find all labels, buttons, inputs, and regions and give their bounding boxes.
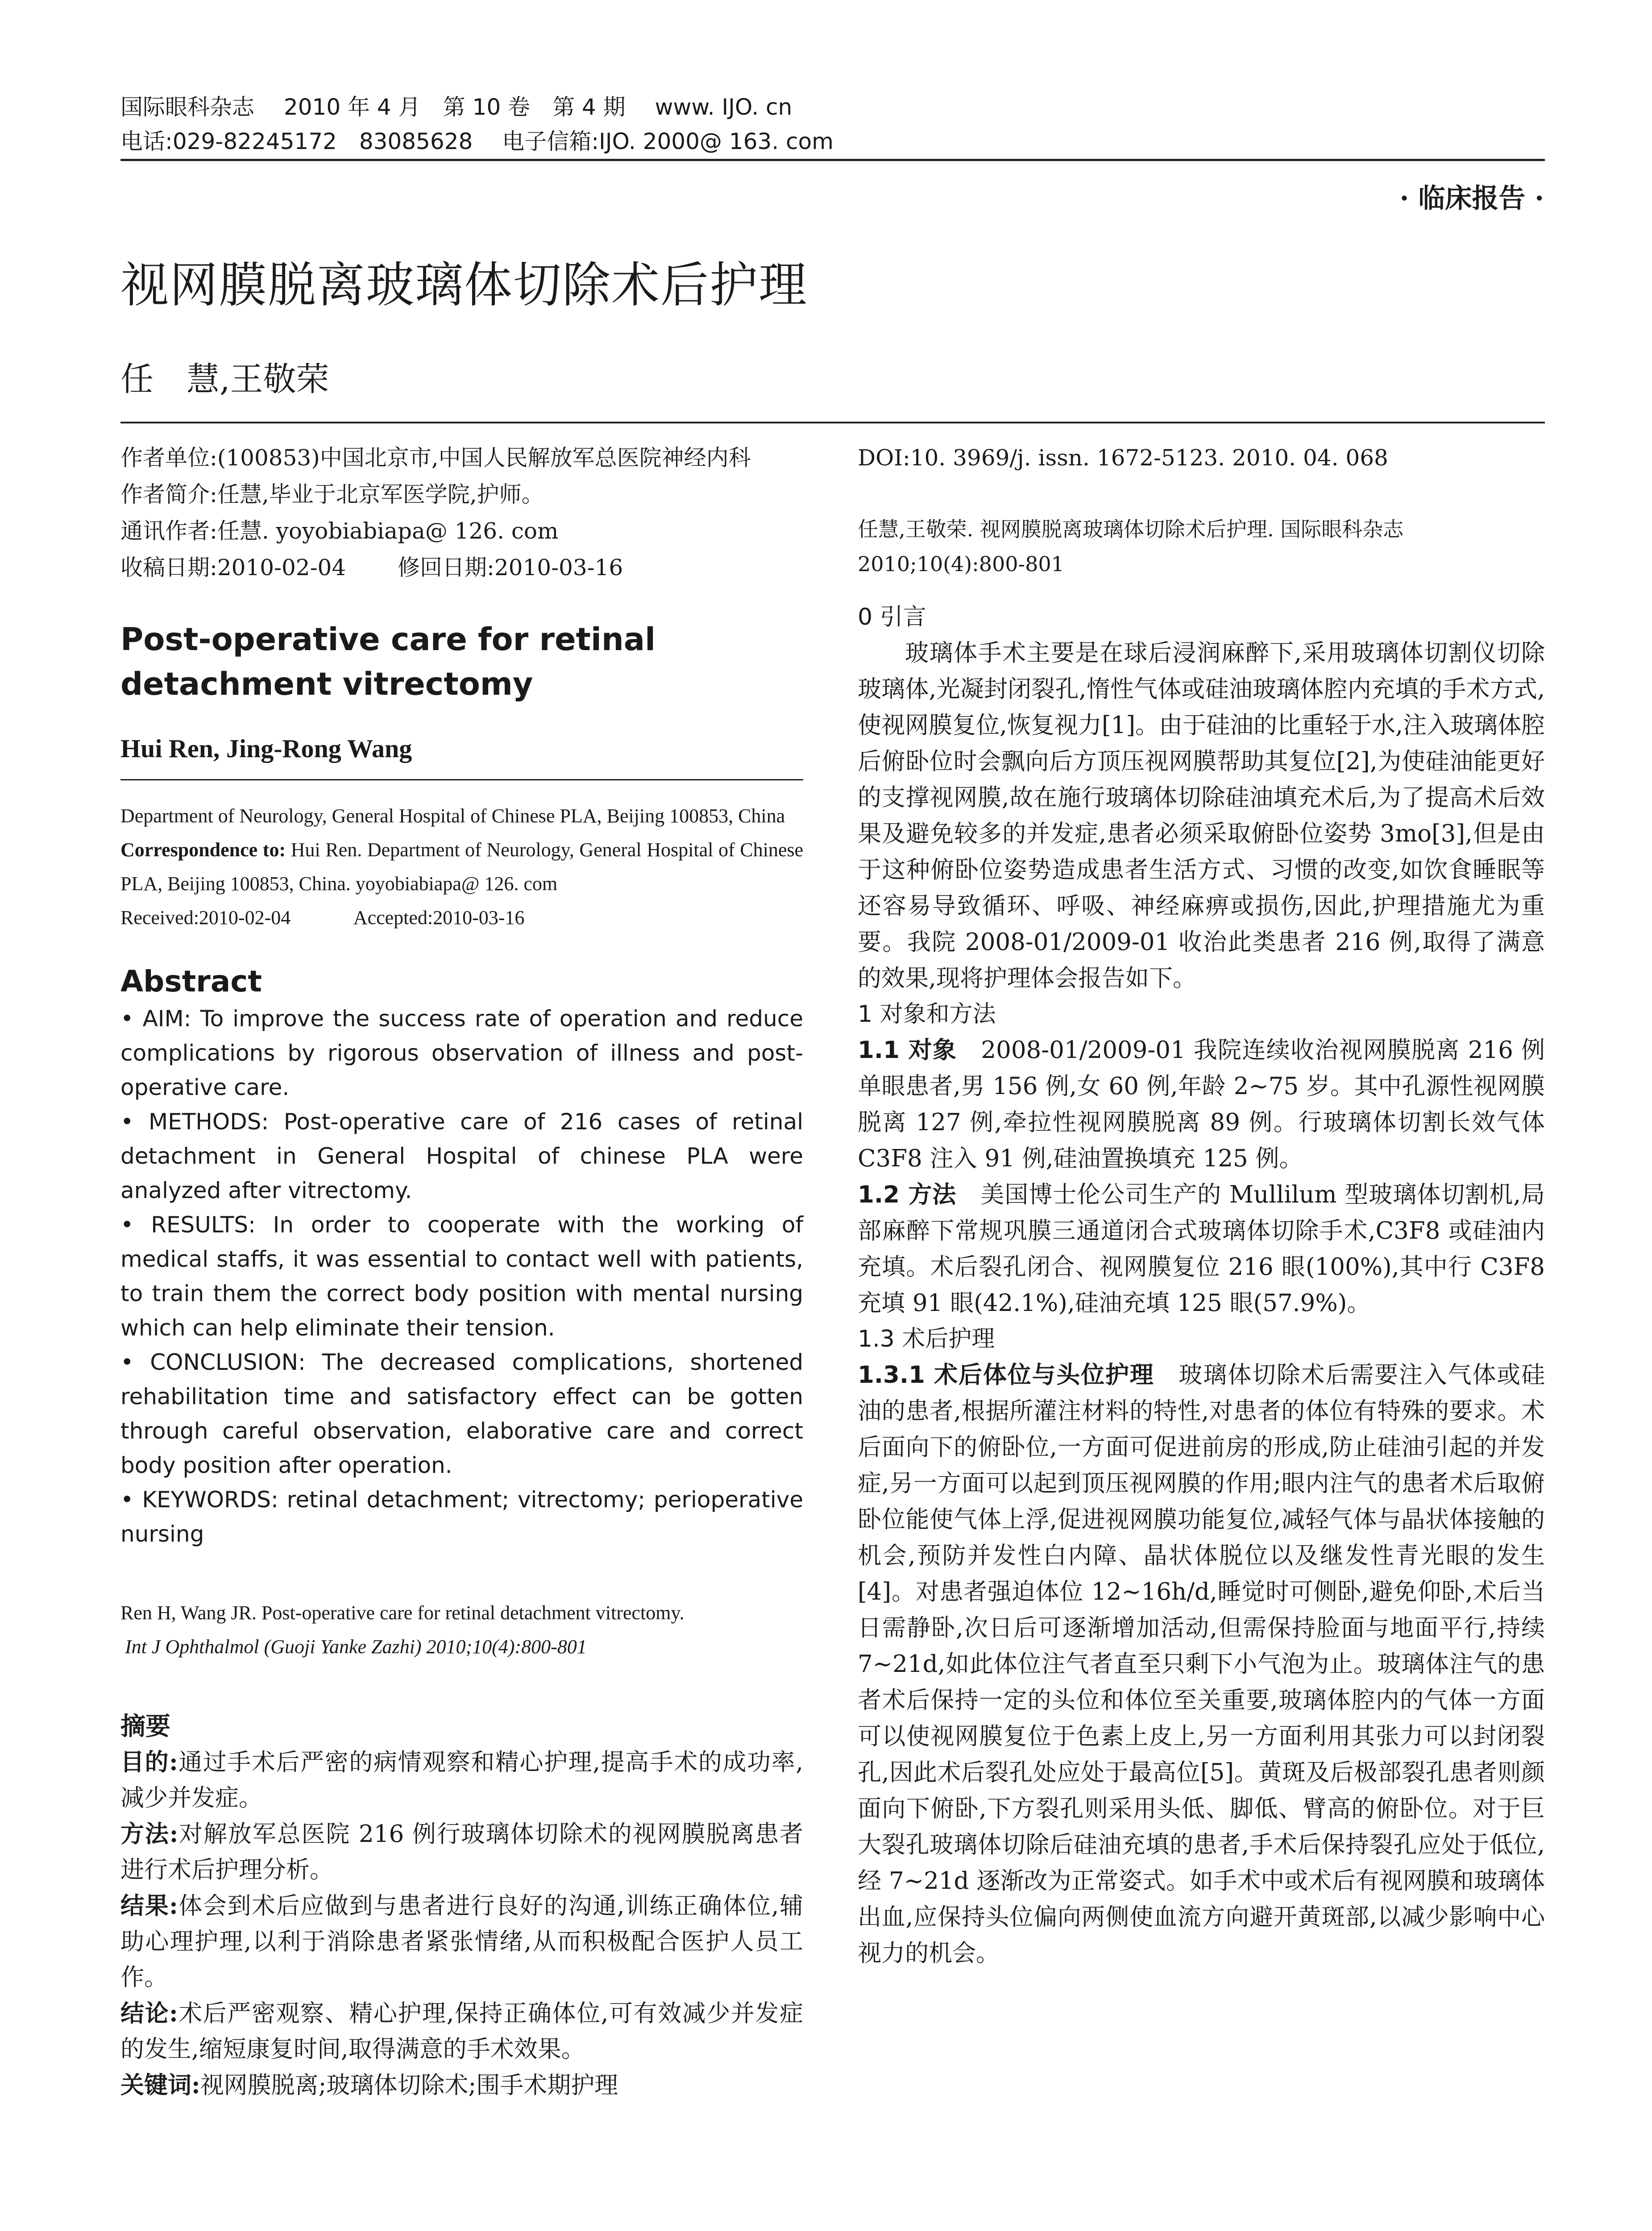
abstract-zh-aim: [120, 1744, 803, 1816]
abstract-zh-results: [120, 1888, 803, 1995]
article-title-en: Post-operative care for retinal detachment vitrectomy: [120, 621, 656, 702]
journal-header-line1: 国际眼科杂志 2010 年 4 月 第 10 卷 第 4 期 www. IJO. cn: [120, 94, 793, 120]
abstract-heading: Abstract: [120, 964, 262, 999]
authors-en-rule: [120, 779, 803, 780]
abstract-keywords: • KEYWORDS: retinal detachment; vitrectomy; perioperative nursing: [120, 1487, 803, 1547]
section-1-3-1-label: 1.3.1 术后体位与头位护理: [858, 1361, 1154, 1389]
article-title-zh: 视网膜脱离玻璃体切除术后护理: [120, 257, 808, 313]
abstract-zh: [120, 1744, 803, 2103]
abstract-zh-heading: 摘要: [120, 1712, 170, 1741]
abstract-zh-methods: [120, 1816, 803, 1888]
section-1-1-text: 2008-01/2009-01 我院连续收治视网膜脱离 216 例单眼患者,男 156 例,女 60 例,年龄 2~75 岁。其中孔源性视网膜脱离 127 例,牵拉性视网膜脱离 89 例。行玻璃体切割长效气体 C3F8 注入 91 例,硅油置换填充 125 例。: [858, 1037, 1545, 1172]
header-rule: [120, 159, 1545, 161]
abstract-methods: • METHODS: Post-operative care of 216 cases of retinal detachment in General Hospital of chinese PLA were analyzed after vitrectomy.: [120, 1109, 803, 1203]
section-1-3-1: [858, 1357, 1545, 1971]
abstract-zh-keywords: [120, 2067, 803, 2103]
section-1-1-label: 1.1 对象: [858, 1037, 957, 1064]
abstract-zh-aim-label: 目的:: [120, 1748, 178, 1776]
received-dates: 收稿日期:2010-02-04 修回日期:2010-03-16: [120, 555, 623, 581]
abstract-zh-results-label: 结果:: [120, 1892, 178, 1920]
abstract-aim: • AIM: To improve the success rate of operation and reduce complications by rigorous observation of illness and post-operative care.: [120, 1006, 803, 1100]
abstract-zh-keywords-text: 视网膜脱离;玻璃体切除术;围手术期护理: [200, 2072, 618, 2099]
corresponding-author: 通讯作者:任慧. yoyobiabiapa@ 126. com: [120, 518, 559, 544]
abstract-zh-results-text: 体会到术后应做到与患者进行良好的沟通,训练正确体位,辅助心理护理,以利于消除患者紧张情绪,从而积极配合医护人员工作。: [120, 1892, 803, 1991]
authors-zh: 任 慧,王敬荣: [120, 360, 329, 398]
citation-en-line2: Int J Ophthalmol (Guoji Yanke Zazhi) 2010;10(4):800-801: [125, 1636, 587, 1658]
correspondence-label: Correspondence to:: [120, 839, 286, 861]
right-column: [858, 440, 1545, 1971]
correspondence-en: [120, 833, 803, 901]
section-1-2-label: 1.2 方法: [858, 1181, 957, 1208]
citation-zh: 任慧,王敬荣. 视网膜脱离玻璃体切除术后护理. 国际眼科杂志 2010;10(4):800-801: [858, 517, 1404, 576]
journal-header-line2: 电话:029-82245172 83085628 电子信箱:IJO. 2000@ 163. com: [120, 129, 834, 154]
authors-en: Hui Ren, Jing-Rong Wang: [120, 734, 412, 763]
citation-en-line1: Ren H, Wang JR. Post-operative care for retinal detachment vitrectomy.: [120, 1602, 685, 1624]
dates-en: Received:2010-02-04 Accepted:2010-03-16: [120, 907, 525, 929]
section-1-1: [858, 1032, 1545, 1177]
affiliation-en: Department of Neurology, General Hospital of Chinese PLA, Beijing 100853, China: [120, 805, 785, 827]
section-1-3-1-text: 玻璃体切除术后需要注入气体或硅油的患者,根据所灌注材料的特性,对患者的体位有特殊的要求。术后面向下的俯卧位,一方面可促进前房的形成,防止硅油引起的并发症,另一方面可以起到顶压视网膜的作用;眼内注气的患者术后取俯卧位能使气体上浮,促进视网膜功能复位,减轻气体与晶状体接触的机会,预防并发性白内障、晶状体脱位以及继发性青光眼的发生[4]。对患者强迫体位 12~16h/d,睡觉时可侧卧,避免仰卧,术后当日需静卧,次日后可逐渐增加活动,但需保持脸面与地面平行,持续 7~21d,如此体位注气者直至只剩下小气泡为止。玻璃体注气的患者术后保持一定的头位和体位至关重要,玻璃体腔内的气体一方面可以使视网膜复位于色素上皮上,另一方面利用其张力可以封闭裂孔,因此术后裂孔处应处于最高位[5]。黄斑及后极部裂孔患者则颜面向下俯卧,下方裂孔则采用头低、脚低、臂高的俯卧位。对于巨大裂孔玻璃体切除后硅油充填的患者,手术后保持裂孔应处于低位,经 7~21d 逐渐改为正常姿式。如手术中或术后有视网膜和玻璃体出血,应保持头位偏向两侧使血流方向避开黄斑部,以减少影响中心视力的机会。: [858, 1361, 1545, 1967]
left-column: [120, 440, 803, 2103]
correspondence-text: Hui Ren. Department of Neurology, General Hospital of Chinese PLA, Beijing 100853, China. yoyobiabiapa@ 126. com: [120, 839, 803, 895]
abstract-zh-conclusion: [120, 1995, 803, 2067]
section-tag: · 临床报告 ·: [1399, 183, 1544, 214]
section-1-2-text: 美国博士伦公司生产的 Mullilum 型玻璃体切割机,局部麻醉下常规巩膜三通道闭合式玻璃体切除手术,C3F8 或硅油内充填。术后裂孔闭合、视网膜复位 216 眼(100%),其中行 C3F8 充填 91 眼(42.1%),硅油充填 125 眼(57.9%)。: [858, 1181, 1545, 1317]
abstract-zh-aim-text: 通过手术后严密的病情观察和精心护理,提高手术的成功率,减少并发症。: [120, 1749, 803, 1812]
abstract-conclusion: • CONCLUSION: The decreased complications, shortened rehabilitation time and satisfactory effect can be gotten through careful observation, elaborative care and correct body position after operation.: [120, 1349, 803, 1478]
intro-heading: 0 引言: [858, 604, 926, 630]
author-unit: 作者单位:(100853)中国北京市,中国人民解放军总医院神经内科: [120, 445, 751, 471]
abstract-zh-methods-text: 对解放军总医院 216 例行玻璃体切除术的视网膜脱离患者进行术后护理分析。: [120, 1820, 803, 1883]
author-intro: 作者简介:任慧,毕业于北京军医学院,护师。: [120, 481, 544, 507]
abstract-zh-conclusion-label: 结论:: [120, 1999, 178, 2027]
abstract-en: [120, 1002, 803, 1551]
section-1-heading: 1 对象和方法: [858, 1001, 996, 1028]
citation-en: [120, 1596, 803, 1664]
abstract-zh-keywords-label: 关键词:: [120, 2071, 200, 2099]
abstract-results: • RESULTS: In order to cooperate with the working of medical staffs, it was essential to contact well with patients, to train them the correct body position with mental nursing which can help eliminate their tension.: [120, 1212, 803, 1341]
abstract-zh-methods-label: 方法:: [120, 1820, 178, 1848]
intro-text: 玻璃体手术主要是在球后浸润麻醉下,采用玻璃体切割仪切除玻璃体,光凝封闭裂孔,惰性气体或硅油玻璃体腔内充填的手术方式,使视网膜复位,恢复视力[1]。由于硅油的比重轻于水,注入玻璃体腔后俯卧位时会飘向后方顶压视网膜帮助其复位[2],为使硅油能更好的支撑视网膜,故在施行玻璃体切除硅油填充术后,为了提高术后效果及避免较多的并发症,患者必须采取俯卧位姿势 3mo[3],但是由于这种俯卧位姿势造成患者生活方式、习惯的改变,如饮食睡眠等还容易导致循环、呼吸、神经麻痹或损伤,因此,护理措施尤为重要。我院 2008-01/2009-01 收治此类患者 216 例,取得了满意的效果,现将护理体会报告如下。: [858, 639, 1545, 992]
title-rule: [120, 422, 1545, 423]
abstract-zh-conclusion-text: 术后严密观察、精心护理,保持正确体位,可有效减少并发症的发生,缩短康复时间,取得满意的手术效果。: [120, 2000, 803, 2063]
section-1-2: [858, 1177, 1545, 1321]
section-1-3-heading: 1.3 术后护理: [858, 1326, 995, 1352]
doi: DOI:10. 3969/j. issn. 1672-5123. 2010. 04. 068: [858, 445, 1388, 471]
